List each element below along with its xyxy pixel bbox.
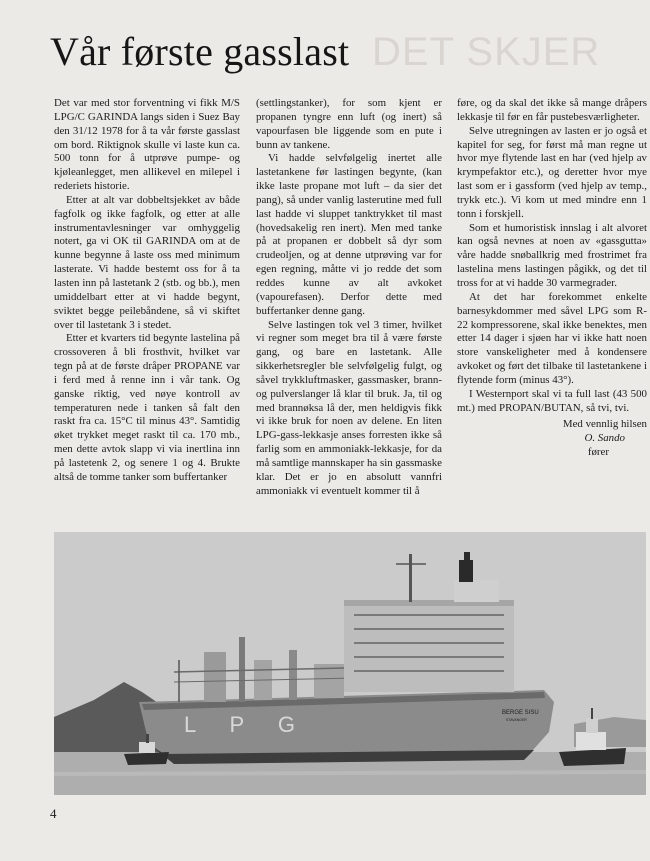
paragraph: Etter et kvarters tid begynte lastelina på crossoveren å bli frosthvit, hvilket var tegn på at de første dråper PROPANE var i ferd med å renne inn i vår tank. Og ganske riktig, ved nøye kontroll av temperaturen nede i tanken så falt den raskt fra ca. 15°C til minus 43°. Samtidig øket trykket meget raskt til ca. 170 mb., men dette avtok slapp vi via inertlina inn på lastetenk 2, og senere 1 og 4. Brukte altså de tomme tanker som buffertanker bbox=[54, 332, 240, 483]
text-column-3 bbox=[457, 97, 647, 459]
signature-name: O. Sando bbox=[584, 432, 625, 445]
signature-greeting: Med vennlig hilsen bbox=[562, 418, 647, 431]
stern-port: STAVANGER bbox=[506, 718, 527, 722]
signature bbox=[457, 417, 647, 459]
paragraph: Etter at alt var dobbeltsjekket av både fagfolk og ikke fagfolk, og etter at alle instrumentavlesninger var omhyggelig notert, ga vi OK til GARINDA om at de kunne begynne å laste oss med minimum lasterate. Vi hadde bestemt oss for å ta lasten inn på lastetank 2 (stb. og bb.), men umiddelbart etter at vi hadde begynt, sviktet begge peilebåndene, så vi skiftet over til lastetank 3 i stedet. bbox=[54, 193, 240, 331]
ship-superstructure bbox=[344, 600, 514, 692]
paragraph: Selve utregningen av lasten er jo også et kapitel for seg, for først må man regne ut hvor mye flytende last en har (ved hjelp av krympefaktor etc.), og deretter hvor mye last som er i gassform (ved hjelp av temp., trykk etc.). Vi kom ut med mindre enn 1 tonn i forskjell. bbox=[457, 124, 647, 220]
paragraph: At det har forekommet enkelte barnesykdommer med såvel LPG som R-22 kompressorene, skal ikke benektes, men etter 14 dager i sjøen har vi ikke hatt noen store vanskeligheter med å kondensere avkoket og ført det tilbake til lastetankene i flytende form (minus 43°). bbox=[457, 290, 647, 386]
ship-photo bbox=[54, 532, 646, 795]
article-title: Vår første gasslast bbox=[50, 29, 350, 74]
paragraph: (settlingstanker), for som kjent er propanen tyngre enn luft (og inert) så vapourfasen ble liggende som en pute i bunn av tankene. bbox=[256, 97, 442, 151]
signature-role: fører bbox=[587, 446, 609, 459]
text-column-1 bbox=[54, 97, 240, 485]
paragraph: Vi hadde selvfølgelig inertet alle lastetankene før lastingen begynte, (kan ikke laste propane mot luft – da sier det pang), så under vanlig lasterutine med full last hadde vi sluppet tanktrykket til mast (hovedsakelig ren inert). Men med tanke på at propanen er dobbelt så dyr som crudeoljen, og at denne utprøving var for egen regning, måtte vi jo redde det som reddes kunne av alt avkoket (vapourefasen). Derfor dette med buffertanker denne gang. bbox=[256, 152, 442, 317]
paragraph: I Westernport skal vi ta full last (43 500 mt.) med PROPAN/BUTAN, så tvi, tvi. bbox=[457, 387, 647, 414]
text-column-2 bbox=[256, 97, 442, 498]
paragraph: Selve lastingen tok vel 3 timer, hvilket vi regner som meget bra til å være første gang, og bare en lastetank. Alle sikkerhetsregler ble selvfølgelig fulgt, og såvel trykkluftmasker, gassmasker, brann- og pulverslanger lå klar til bruk. Ja, til og med brannøksa lå der, men heldigvis fikk vi ikke bruk for noen av delene. En liten LPG-gass-lekkasje anses forresten ikke så farlig som en ammoniakk-lekkasje, for da må samtlige mannskaper ha sin gassmaske klar. Det er jo en absolutt vannfri ammoniakk vi eventuelt kommer til å bbox=[256, 318, 443, 497]
stern-name: BERGE SISU bbox=[502, 710, 539, 716]
page-number: 4 bbox=[50, 806, 57, 821]
paragraph: Som et humoristisk innslag i alt alvoret kan også nevnes at noen av «gassgutta» våre hadde snøballkrig med frostrimet fra lastelina mens lastingen pågikk, og det til tross for at vi hadde 30 varmegrader. bbox=[457, 221, 647, 289]
background-heading-text: DET SKJER bbox=[372, 30, 601, 74]
paragraph: Det var med stor forventning vi fikk M/S LPG/C GARINDA langs siden i Suez Bay den 31/12 1978 for å ta vår første gasslast om bord. Riktignok skulle vi laste kun ca. 500 tonn for å utprøve pumpe- og kjøleanlegget, men allikevel en milepel i rederiets historie. bbox=[54, 97, 240, 193]
hull-lettering: L P G bbox=[184, 712, 310, 737]
paragraph: føre, og da skal det ikke så mange dråpers lekkasje til før en får pustebesværligheter. bbox=[457, 97, 647, 123]
ship-funnel bbox=[459, 560, 473, 582]
